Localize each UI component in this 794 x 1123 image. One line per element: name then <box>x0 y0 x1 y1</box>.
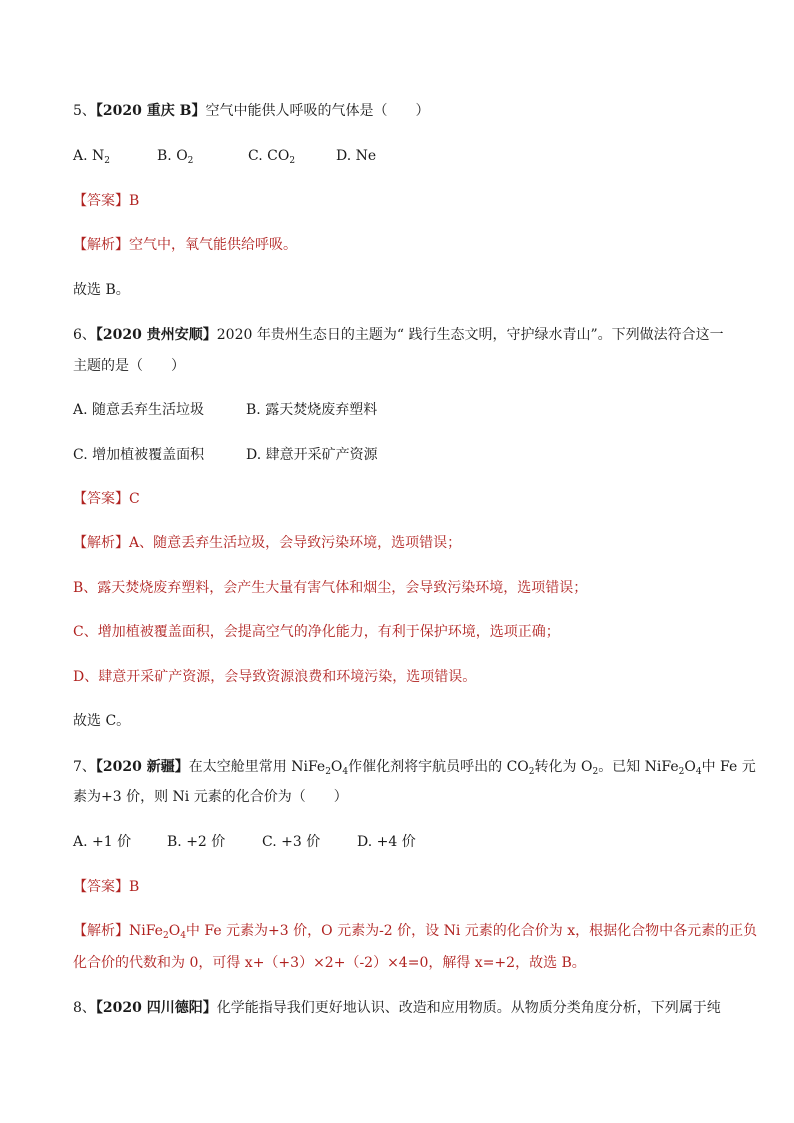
q7-option-d: D. +4 价 <box>357 834 416 850</box>
q6-analysis-b: B、露天焚烧废弃塑料，会产生大量有害气体和烟尘，会导致污染环境，选项错误； <box>73 580 588 596</box>
q5-stem <box>73 101 429 121</box>
q5-analysis: 【解析】空气中，氧气能供给呼吸。 <box>73 237 297 253</box>
q6-analysis-a: 【解析】A、随意丢弃生活垃圾，会导致污染环境，选项错误； <box>73 535 462 551</box>
q7-option-b: B. +2 价 <box>167 834 226 850</box>
q6-option-a: A. 随意丢弃生活垃圾 <box>73 402 205 418</box>
q6-stem-line1: 6、【2020 贵州安顺】2020 年贵州生态日的主题为“ 践行生态文明，守护绿水青山”。下列做法符合这一 <box>73 327 724 343</box>
q5-number: 5、 <box>73 103 96 119</box>
q6-source: 【2020 贵州安顺】 <box>95 327 217 343</box>
q6-option-c: C. 增加植被覆盖面积 <box>73 447 205 463</box>
q7-stem-line2: 素为+3 价，则 Ni 元素的化合价为（ ） <box>73 789 348 805</box>
q6-stem-line2: 主题的是（ ） <box>73 358 185 374</box>
q6-answer: 【答案】C <box>73 491 140 507</box>
q6-conclusion: 故选 C。 <box>73 713 131 729</box>
q5-answer: 【答案】B <box>73 193 140 209</box>
q7-option-a: A. +1 价 <box>73 834 132 850</box>
q6-option-d: D. 肆意开采矿产资源 <box>246 447 378 463</box>
q7-source: 【2020 新疆】 <box>95 759 189 775</box>
q5-option-b: B. $O_2$ <box>157 148 194 166</box>
q5-stem-text: 空气中能供人呼吸的气体是（ ） <box>205 103 430 119</box>
q7-analysis-line2: 化合价的代数和为 0，可得 x+（+3）×2+（-2）×4=0，解得 x=+2，故选 B。 <box>73 955 586 971</box>
q5-option-d: D. Ne <box>336 148 377 164</box>
q8-stem-line1: 8、【2020 四川德阳】化学能指导我们更好地认识、改造和应用物质。从物质分类角度分析，下列属于纯 <box>73 1000 721 1016</box>
q7-option-c: C. +3 价 <box>262 834 321 850</box>
q6-analysis-d: D、肆意开采矿产资源，会导致资源浪费和环境污染，选项错误。 <box>73 669 477 685</box>
q6-analysis-c: C、增加植被覆盖面积，会提高空气的净化能力，有利于保护环境，选项正确； <box>73 624 560 640</box>
q5-option-c: C. $CO_2$ <box>248 148 296 166</box>
q5-conclusion: 故选 B。 <box>73 282 130 298</box>
q7-analysis-line1: 【解析】$NiFe_2O_4$中 Fe 元素为+3 价，O 元素为-2 价，设 Ni 元素的化合价为 x，根据化合物中各元素的正负 <box>73 923 758 941</box>
q7-answer: 【答案】B <box>73 879 140 895</box>
q6-option-b: B. 露天焚烧废弃塑料 <box>246 402 378 418</box>
q5-source: 【2020 重庆 B】 <box>95 103 206 119</box>
q8-source: 【2020 四川德阳】 <box>95 1000 217 1016</box>
q5-option-a: A. $N_2$ <box>73 148 110 166</box>
q7-stem-line1: 7、【2020 新疆】在太空舱里常用 $NiFe_2O_4$作催化剂将宇航员呼出的 $CO_2$转化为 $O_2$。已知 $NiFe_2O_4$中 Fe 元 <box>73 759 756 777</box>
